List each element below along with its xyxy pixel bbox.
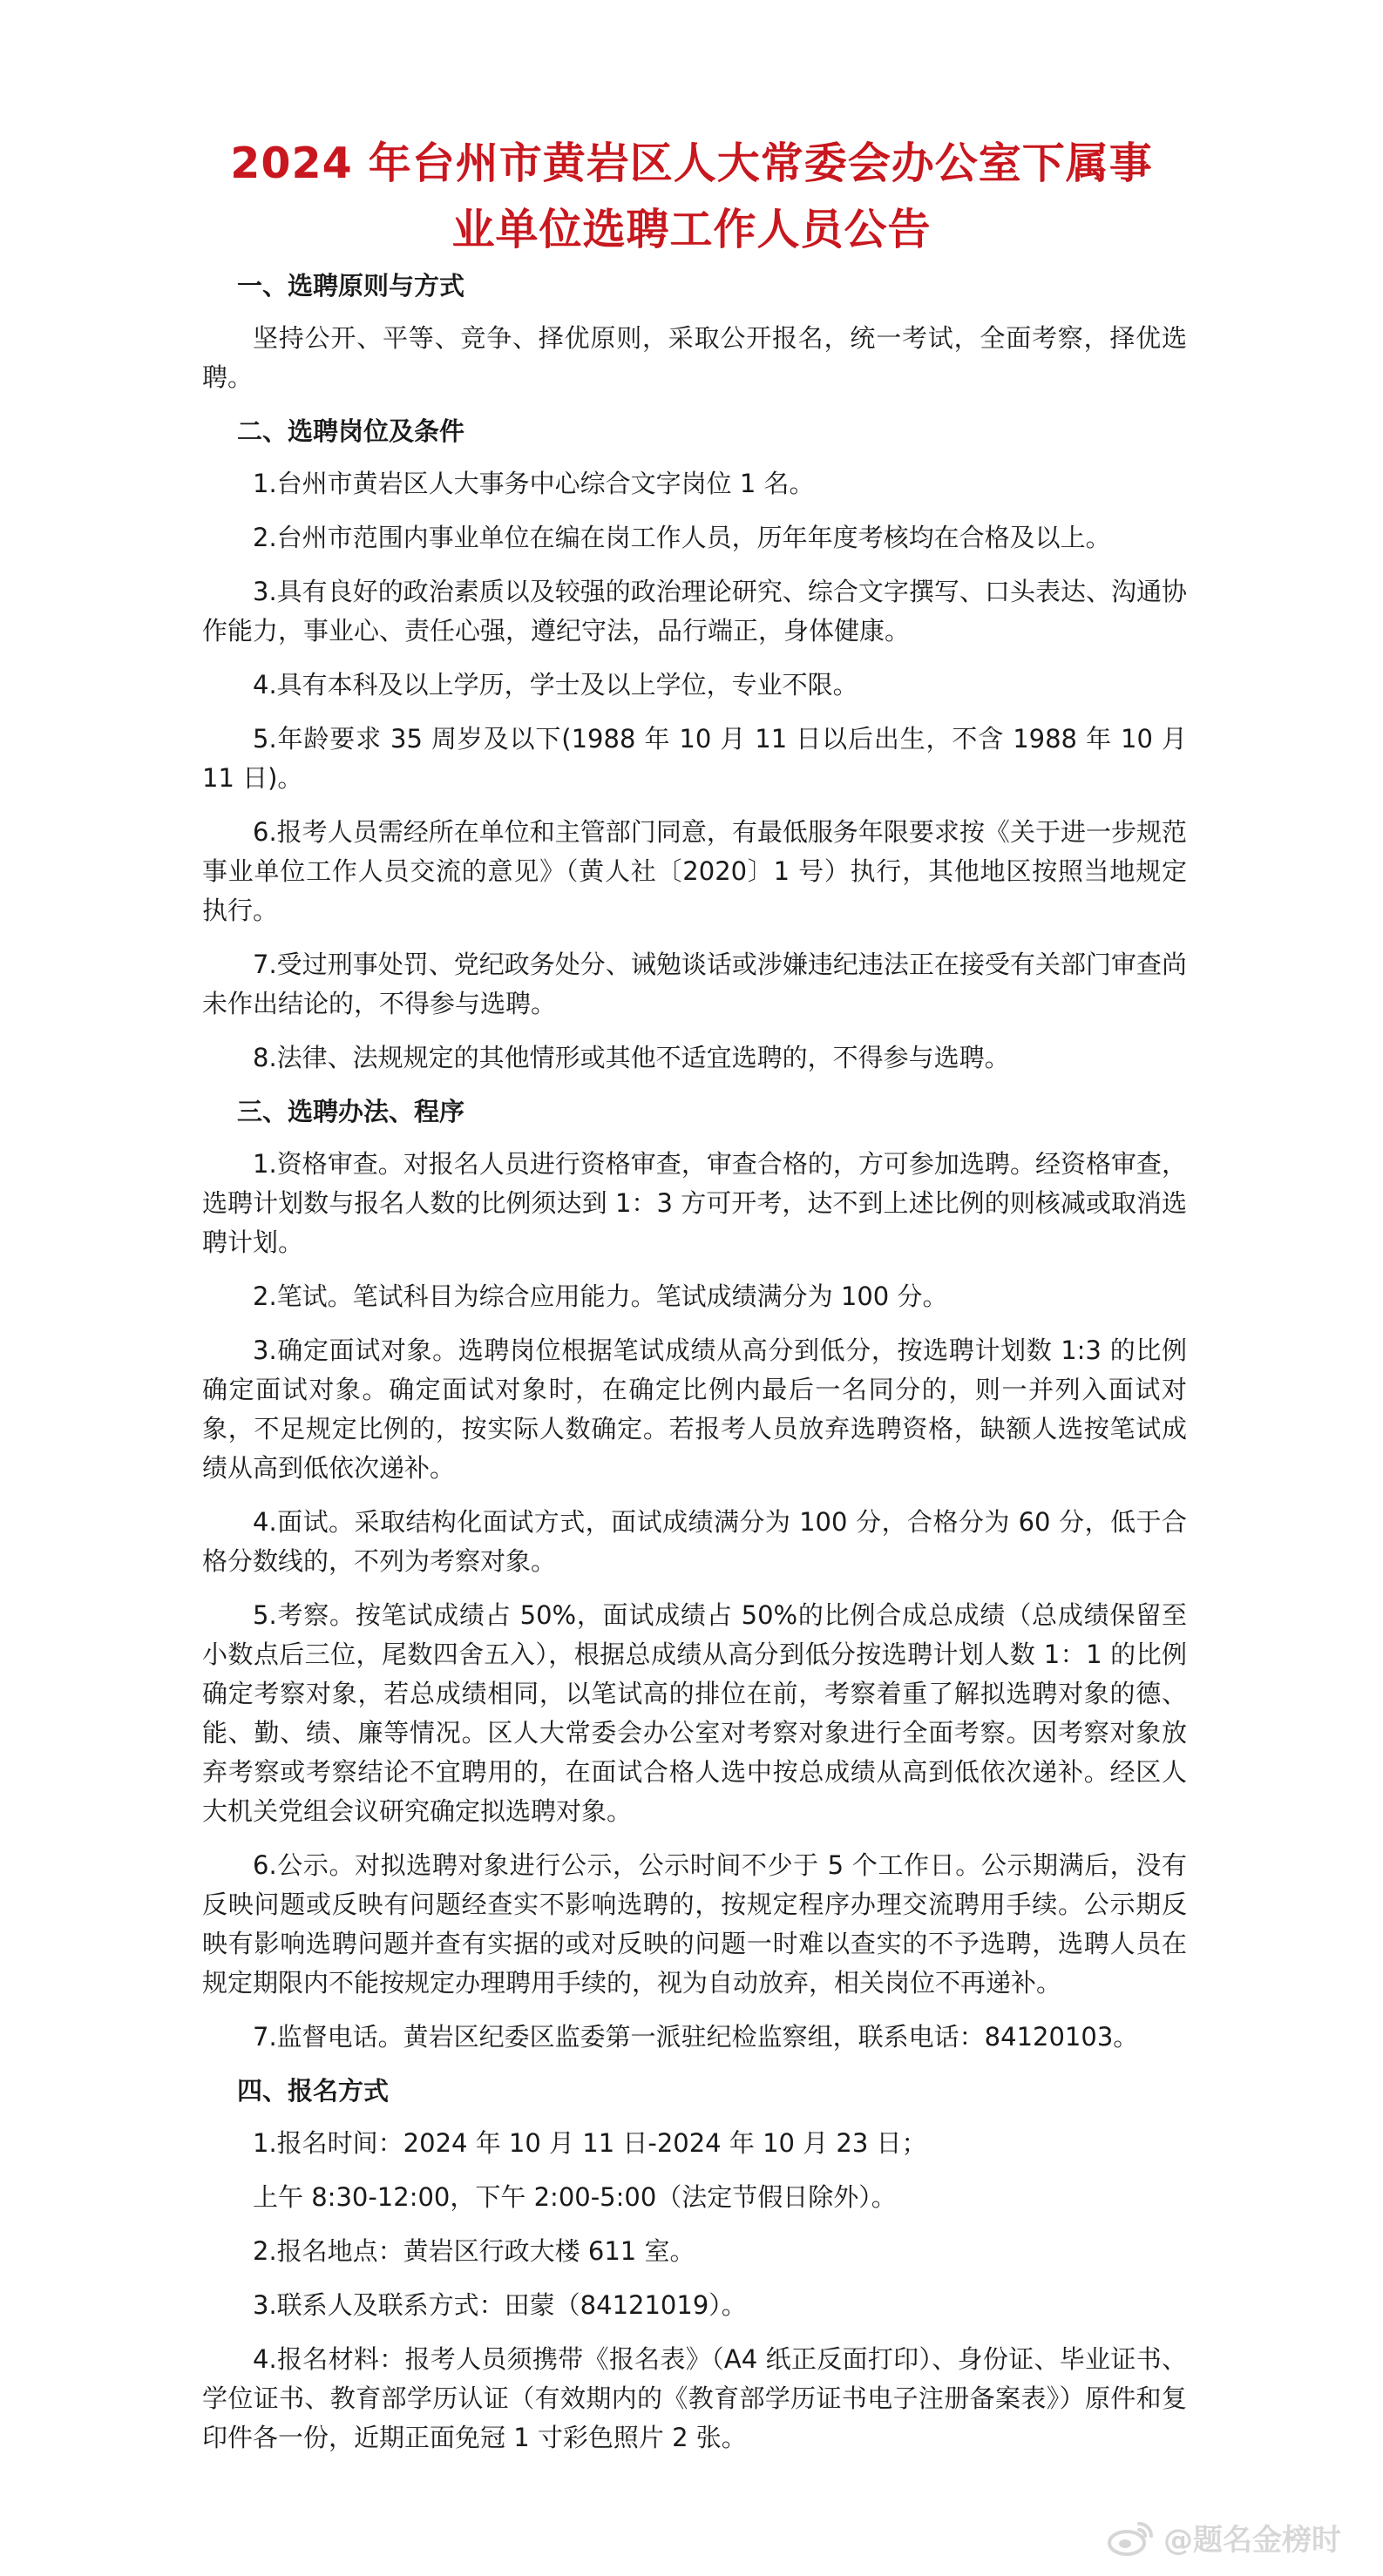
weibo-icon (1106, 2519, 1155, 2557)
section-paragraph: 2.台州市范围内事业单位在编在岗工作人员，历年年度考核均在合格及以上。 (253, 523, 1111, 552)
watermark (1106, 2516, 1341, 2559)
section-paragraph: 4.面试。采取结构化面试方式，面试成绩满分为 100 分，合格分为 60 分，低于合格分数线的，不列为考察对象。 (202, 1507, 1187, 1576)
section-paragraph: 4.报名材料：报考人员须携带《报名表》（A4 纸正反面打印）、身份证、毕业证书、学位证书、教育部学历认证（有效期内的《教育部学历证书电子注册备案表》）原件和复印件各一份，近期正面免冠 1 寸彩色照片 2 张。 (202, 2344, 1187, 2452)
section-heading: 四、报名方式 (237, 2076, 390, 2106)
section-paragraph: 3.确定面试对象。选聘岗位根据笔试成绩从高分到低分，按选聘计划数 1:3 的比例确定面试对象。确定面试对象时，在确定比例内最后一名同分的，则一并列入面试对象，不足规定比例的，按实际人数确定。若报考人员放弃选聘资格，缺额人选按笔试成绩从高到低依次递补。 (202, 1335, 1187, 1483)
section-paragraph: 4.具有本科及以上学历，学士及以上学位，专业不限。 (253, 670, 858, 700)
announcement-body (202, 267, 1187, 2472)
section-heading: 二、选聘岗位及条件 (237, 416, 465, 446)
section-paragraph: 上午 8:30-12:00，下午 2:00-5:00（法定节假日除外）。 (253, 2182, 897, 2212)
section-paragraph: 5.年龄要求 35 周岁及以下(1988 年 10 月 11 日以后出生，不含 1988 年 10 月 11 日)。 (202, 724, 1187, 793)
section-paragraph: 3.联系人及联系方式：田蒙（84121019）。 (253, 2290, 747, 2320)
section-paragraph: 7.受过刑事处罚、党纪政务处分、诫勉谈话或涉嫌违纪违法正在接受有关部门审查尚未作出结论的，不得参与选聘。 (202, 950, 1187, 1018)
section-heading: 一、选聘原则与方式 (237, 271, 465, 301)
section-paragraph: 3.具有良好的政治素质以及较强的政治理论研究、综合文字撰写、口头表达、沟通协作能力，事业心、责任心强，遵纪守法，品行端正，身体健康。 (202, 577, 1187, 646)
section-paragraph: 5.考察。按笔试成绩占 50%，面试成绩占 50%的比例合成总成绩（总成绩保留至小数点后三位，尾数四舍五入），根据总成绩从高分到低分按选聘计划人数 1：1 的比例确定考察对象，若总成绩相同，以笔试高的排位在前，考察着重了解拟选聘对象的德、能、勤、绩、廉等情况。区人大常委会办公室对考察对象进行全面考察。因考察对象放弃考察或考察结论不宜聘用的，在面试合格人选中按总成绩从高到低依次递补。经区人大机关党组会议研究确定拟选聘对象。 (202, 1600, 1187, 1826)
watermark-text: @题名金榜时 (1163, 2523, 1341, 2558)
section-heading: 三、选聘办法、程序 (237, 1097, 465, 1126)
section-paragraph: 1.台州市黄岩区人大事务中心综合文字岗位 1 名。 (253, 469, 815, 498)
section-paragraph: 6.报考人员需经所在单位和主管部门同意，有最低服务年限要求按《关于进一步规范事业单位工作人员交流的意见》（黄人社〔2020〕1 号）执行，其他地区按照当地规定执行。 (202, 817, 1187, 925)
section-paragraph: 坚持公开、平等、竞争、择优原则，采取公开报名，统一考试，全面考察，择优选聘。 (202, 323, 1187, 392)
section-paragraph: 7.监督电话。黄岩区纪委区监委第一派驻纪检监察组，联系电话：84120103。 (253, 2022, 1139, 2052)
title-line-2: 业单位选聘工作人员公告 (451, 205, 932, 254)
section-paragraph: 6.公示。对拟选聘对象进行公示，公示时间不少于 5 个工作日。公示期满后，没有反映问题或反映有问题经查实不影响选聘的，按规定程序办理交流聘用手续。公示期反映有影响选聘问题并查有实据的或对反映的问题一时难以查实的不予选聘，选聘人员在规定期限内不能按规定办理聘用手续的，视为自动放弃，相关岗位不再递补。 (202, 1850, 1187, 1998)
section-paragraph: 1.资格审查。对报名人员进行资格审查，审查合格的，方可参加选聘。经资格审查，选聘计划数与报名人数的比例须达到 1：3 方可开考，达不到上述比例的则核减或取消选聘计划。 (202, 1149, 1187, 1257)
section-paragraph: 2.笔试。笔试科目为综合应用能力。笔试成绩满分为 100 分。 (253, 1281, 948, 1311)
section-paragraph: 2.报名地点：黄岩区行政大楼 611 室。 (253, 2236, 695, 2266)
section-paragraph: 1.报名时间：2024 年 10 月 11 日-2024 年 10 月 23 日； (253, 2128, 927, 2158)
section-paragraph: 8.法律、法规规定的其他情形或其他不适宜选聘的，不得参与选聘。 (253, 1043, 1010, 1072)
title-line-1: 2024 年台州市黄岩区人大常委会办公室下属事 (230, 139, 1153, 188)
